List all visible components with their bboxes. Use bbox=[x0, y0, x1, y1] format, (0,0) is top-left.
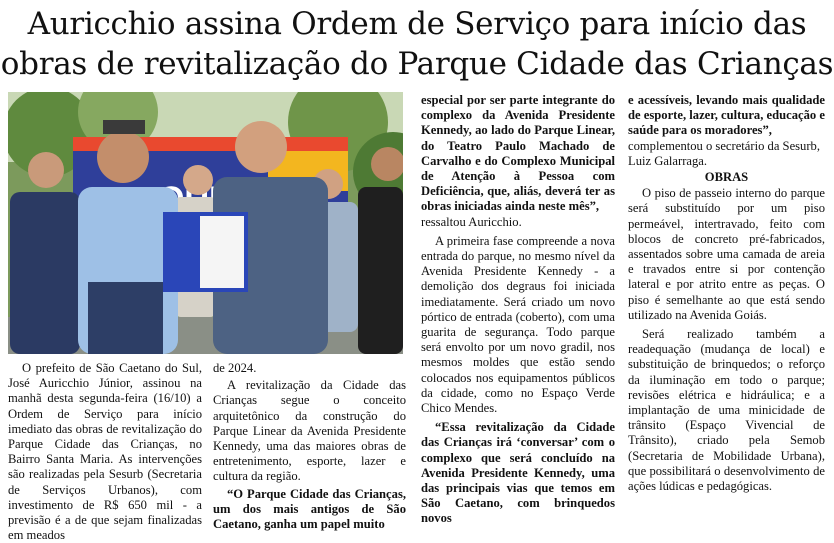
quote-galarraga: “Essa revitalização da Cidade das Crianças irá ‘conversar’ com o complexo que será concluído na Avenida Presidente Kennedy, uma das principais vias que temos em São Caetano, com brinquedos novos bbox=[421, 420, 615, 526]
quote-attribution-auricchio: ressaltou Auricchio. bbox=[421, 214, 522, 229]
column-2 bbox=[213, 361, 406, 532]
paragraph-intro: O prefeito de São Caetano do Sul, José Auricchio Júnior, assinou na manhã desta segunda-feira (16/10) a Ordem de Serviço para início imediato das obras de revitalização do Parque Cidade das Crianças, no Bairro Santa Maria. As intervenções são realizadas pela Sesurb (Secretaria de Serviços Urbanos), com investimento de R$ 650 mil - a previsão é a de que sejam finalizadas em meados bbox=[8, 361, 202, 543]
quote-attribution-galarraga: complementou o secretário da Sesurb, Luiz Galarraga. bbox=[628, 138, 820, 168]
photo-illustration bbox=[8, 92, 403, 354]
quote-auricchio-continued: especial por ser parte integrante do complexo da Avenida Presidente Kennedy, ao lado do Parque Linear, do Teatro Paulo Machado de Carvalho e do Complexo Municipal de Atenção à Pessoa com Deficiência, que, aliás, deverá ter as obras iniciadas ainda neste mês”, bbox=[421, 93, 615, 214]
column-3 bbox=[421, 93, 615, 527]
paragraph-date-cont: de 2024. bbox=[213, 361, 257, 375]
article-headline bbox=[0, 4, 834, 84]
quote-auricchio: “O Parque Cidade das Crianças, um dos mais antigos de São Caetano, ganha um papel muito bbox=[213, 486, 406, 532]
paragraph-first-phase: A primeira fase compreende a nova entrada do parque, no mesmo nível da Avenida Presidente Kennedy - a demolição dos degraus foi iniciada imediatamente. Será criado um novo pórtico de entrada (coberto), com uma guarita de segurança. Todo parque será envolto por um novo gradil, nos mesmos moldes que estão sendo colocados nos equipamentos públicos da cidade, como no Espaço Verde Chico Mendes. bbox=[421, 233, 615, 416]
headline-line-1: Auricchio assina Ordem de Serviço para início das bbox=[27, 6, 807, 42]
paragraph-revitalization: A revitalização da Cidade das Crianças segue o conceito arquitetônico da construção do Parque Linear da Avenida Presidente Kennedy, uma das maiores obras de entretenimento, esporte, lazer e cultura da região. bbox=[213, 378, 406, 484]
article-photo bbox=[8, 92, 403, 354]
column-1 bbox=[8, 361, 202, 543]
subheading-obras: OBRAS bbox=[704, 170, 749, 185]
headline-line-2: obras de revitalização do Parque Cidade das Crianças bbox=[0, 46, 834, 82]
paragraph-playground: Será realizado também a readequação (mudança de local) e substituição de brinquedos; o reforço da iluminação em todo o parque; revisões elétrica e hidráulica; e a implantação de uma minicidade de trânsito (Espaço Vivencial de Trânsito), criado pela Semob (Secretaria de Mobilidade Urbana), que possibilitará o desenvolvimento de ações lúdicas e pedagógicas. bbox=[628, 327, 825, 494]
paragraph-floor: O piso de passeio interno do parque será substituído por um piso permeável, intertravado, feito com blocos de concreto pré-fabricados, assentados sobre uma camada de areia e travados entre si por contenção lateral e por atrito entre as peças. O piso é semelhante ao que está sendo utilizado na Avenida Goiás. bbox=[628, 186, 825, 322]
quote-galarraga-continued: e acessíveis, levando mais qualidade de esporte, lazer, cultura, educação e saúde para os moradores”, bbox=[628, 93, 825, 138]
column-4 bbox=[628, 93, 825, 494]
